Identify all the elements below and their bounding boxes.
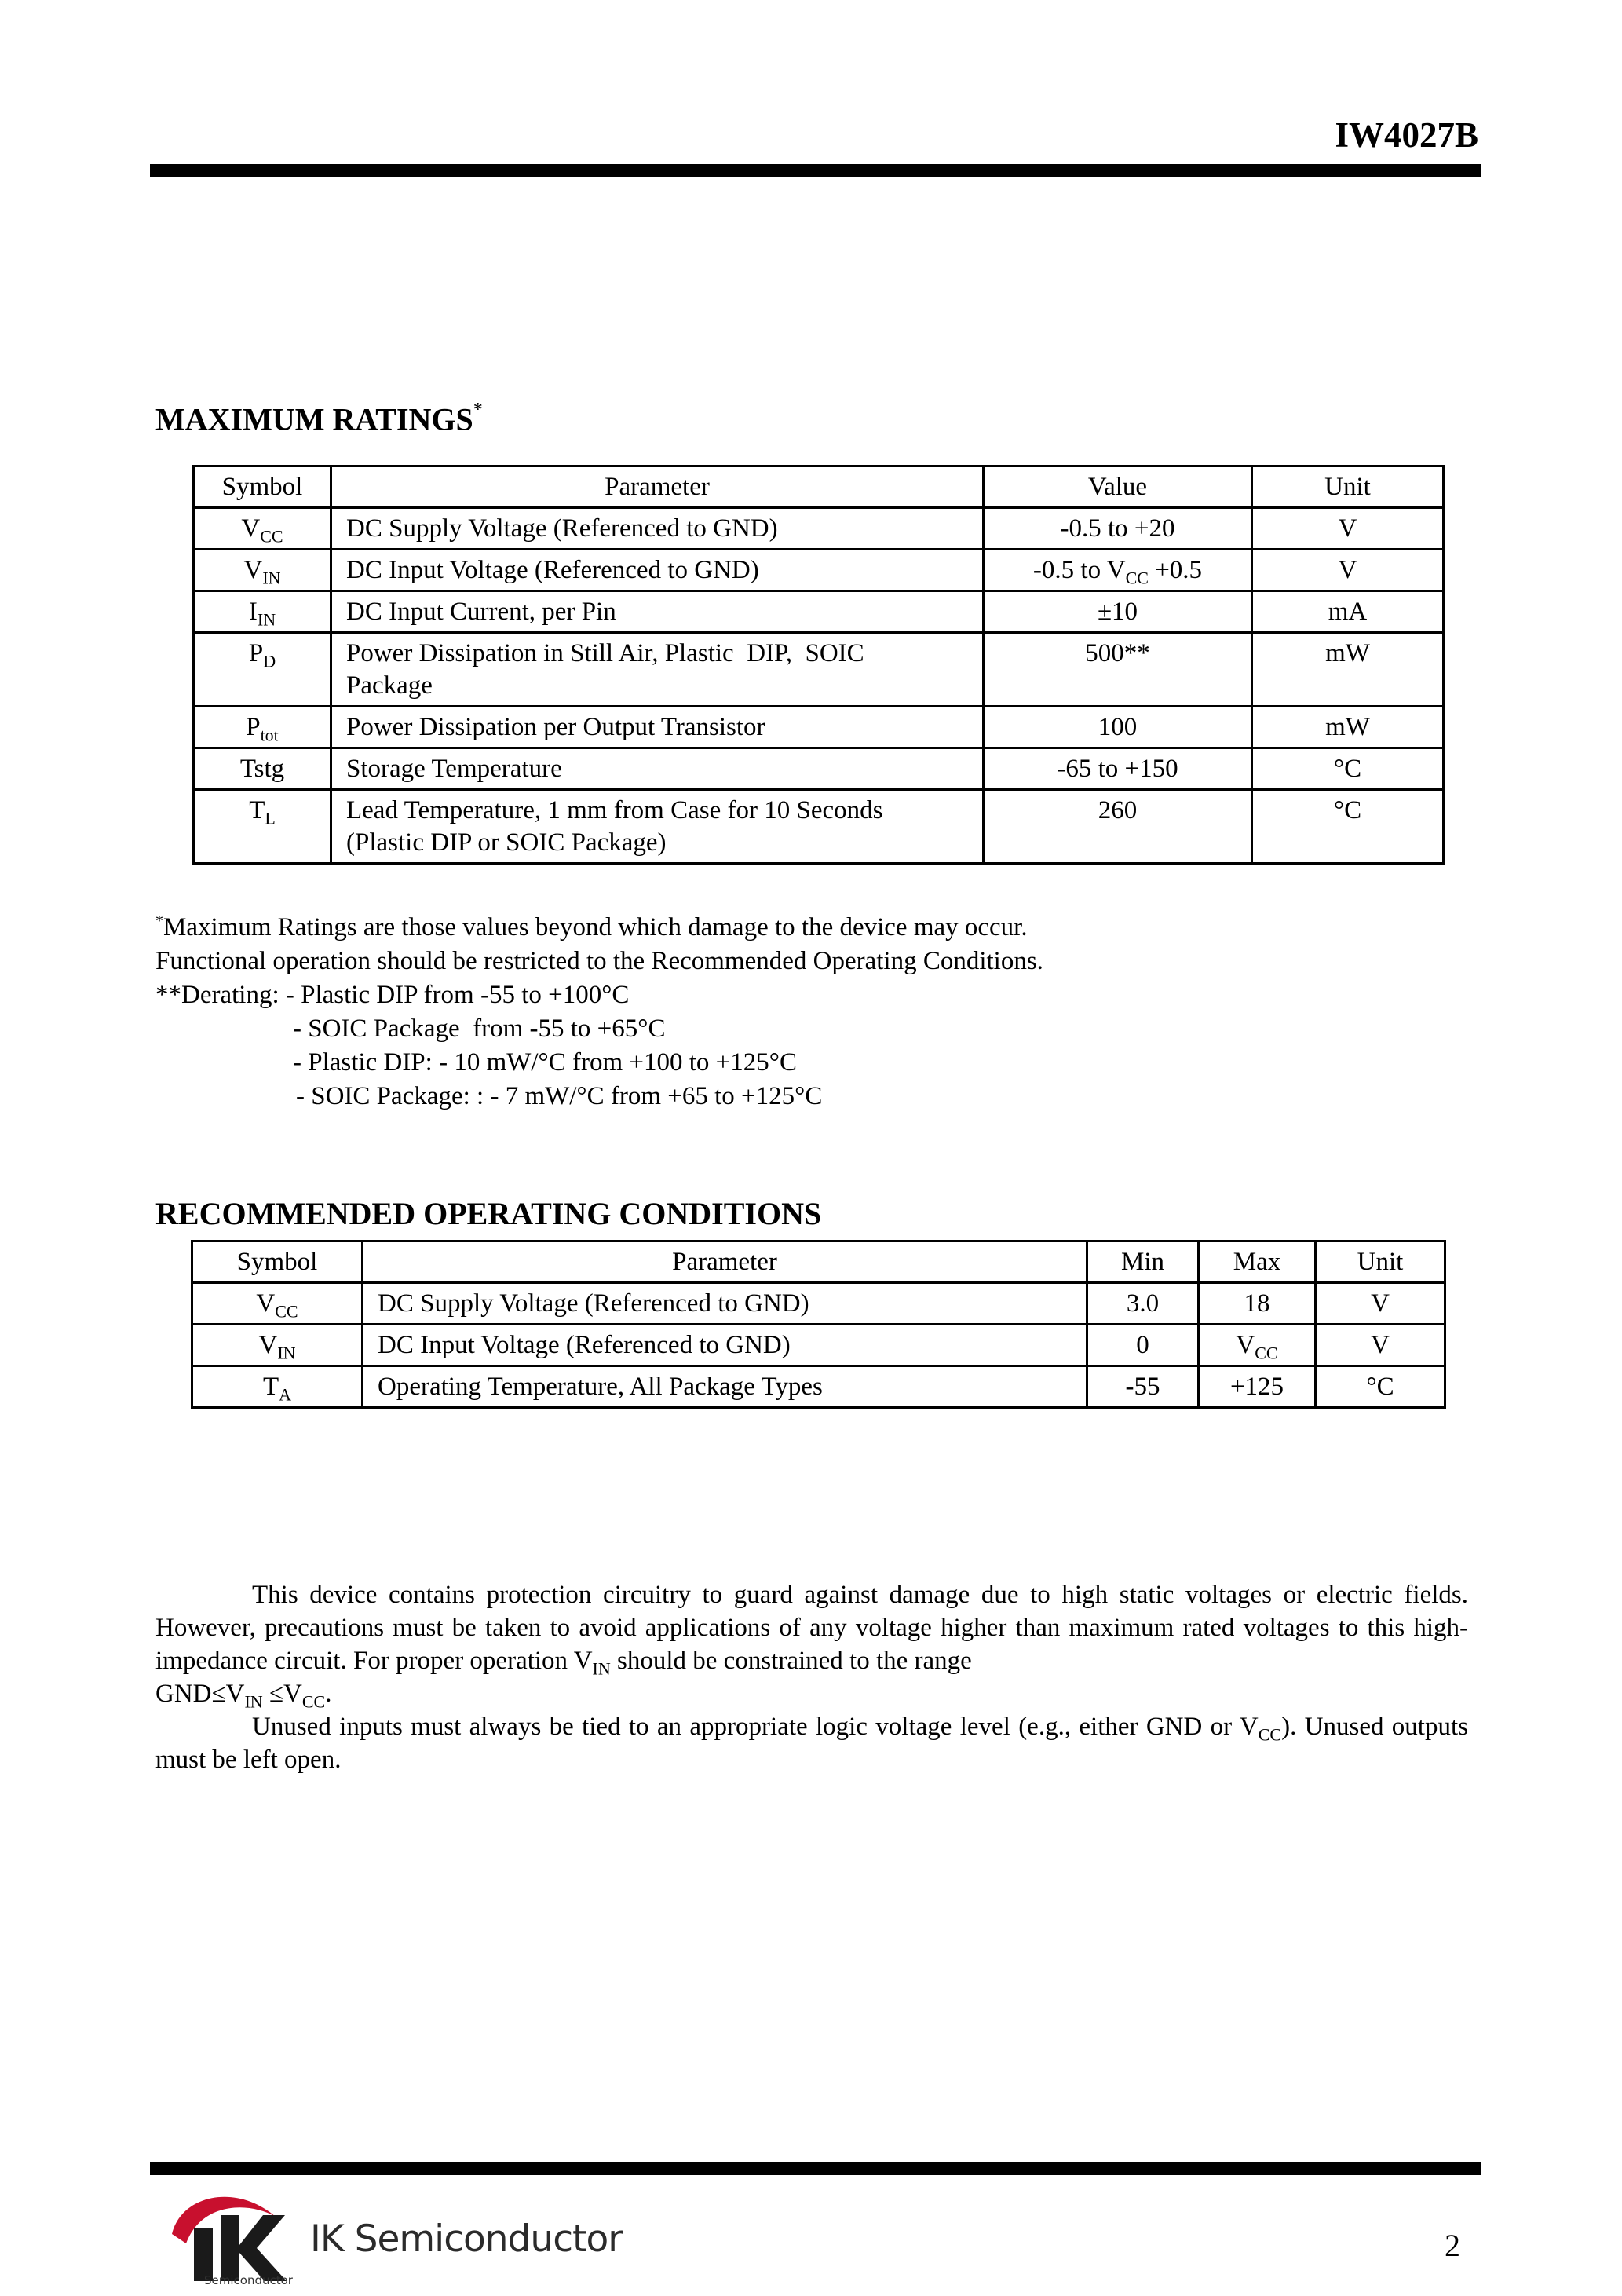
max-cell: +125 — [1199, 1366, 1316, 1408]
parameter-cell: Operating Temperature, All Package Types — [363, 1366, 1087, 1408]
value-cell: -0.5 to $V_{CC} +0.5$ — [984, 550, 1252, 591]
unit-cell: °C — [1252, 790, 1444, 864]
parameter-cell: Power Dissipation in Still Air, Plastic DIP, SOIC Package — [331, 633, 984, 707]
parameter-cell: DC Supply Voltage (Referenced to GND) — [363, 1283, 1087, 1325]
logo-subtext: Semiconductor — [204, 2273, 293, 2287]
unit-cell: °C — [1252, 748, 1444, 790]
value-cell: -0.5 to +20 — [984, 508, 1252, 550]
rec-conditions-table — [191, 1240, 1446, 1409]
column-header: Symbol — [194, 466, 331, 508]
symbol-cell: $T_L$ — [194, 790, 331, 864]
min-cell: 0 — [1087, 1325, 1199, 1366]
unit-cell: mW — [1252, 633, 1444, 707]
symbol-cell: $V_{CC}$ — [192, 1283, 363, 1325]
column-header: Parameter — [363, 1241, 1087, 1283]
column-header: Unit — [1316, 1241, 1445, 1283]
column-header: Unit — [1252, 466, 1444, 508]
table-row — [192, 1283, 1445, 1325]
value-cell: -65 to +150 — [984, 748, 1252, 790]
title-footnote-mark: * — [473, 400, 483, 420]
table-row — [192, 1325, 1445, 1366]
max-cell: 18 — [1199, 1283, 1316, 1325]
note-line: - SOIC Package: : - 7 mW/°C from +65 to +125°C — [296, 1082, 823, 1110]
column-header: Value — [984, 466, 1252, 508]
unit-cell: mA — [1252, 591, 1444, 633]
parameter-cell: DC Input Voltage (Referenced to GND) — [331, 550, 984, 591]
symbol-cell: $T_A$ — [192, 1366, 363, 1408]
max-ratings-title: MAXIMUM RATINGS* — [155, 400, 483, 437]
table-header-row — [194, 466, 1444, 508]
unit-cell: V — [1316, 1283, 1445, 1325]
note-line: **Derating: - Plastic DIP from -55 to +100°C — [155, 981, 630, 1009]
value-cell: 100 — [984, 707, 1252, 748]
symbol-cell: $I_{IN}$ — [194, 591, 331, 633]
max-ratings-table — [192, 465, 1445, 865]
column-header: Max — [1199, 1241, 1316, 1283]
parameter-cell: Power Dissipation per Output Transistor — [331, 707, 984, 748]
header-rule — [150, 164, 1481, 177]
min-cell: -55 — [1087, 1366, 1199, 1408]
table-row — [194, 748, 1444, 790]
part-number: IW4027B — [1335, 115, 1478, 155]
note-line: - SOIC Package from -55 to +65°C — [293, 1015, 666, 1043]
value-cell: 260 — [984, 790, 1252, 864]
table-row — [194, 633, 1444, 707]
column-header: Min — [1087, 1241, 1199, 1283]
parameter-cell: Storage Temperature — [331, 748, 984, 790]
symbol-cell: $V_{IN}$ — [192, 1325, 363, 1366]
symbol-cell: $V_{IN}$ — [194, 550, 331, 591]
parameter-cell: Lead Temperature, 1 mm from Case for 10 Seconds (Plastic DIP or SOIC Package) — [331, 790, 984, 864]
symbol-cell: $P_{tot}$ — [194, 707, 331, 748]
table-row — [194, 790, 1444, 864]
column-header: Parameter — [331, 466, 984, 508]
company-name: IK Semiconductor — [310, 2217, 623, 2261]
parameter-cell: DC Input Voltage (Referenced to GND) — [363, 1325, 1087, 1366]
unit-cell: V — [1252, 550, 1444, 591]
value-cell: ±10 — [984, 591, 1252, 633]
note-line: Functional operation should be restricted to the Recommended Operating Conditions. — [155, 947, 1043, 975]
unit-cell: °C — [1316, 1366, 1445, 1408]
logo-letter-k — [221, 2215, 287, 2281]
parameter-cell: DC Supply Voltage (Referenced to GND) — [331, 508, 984, 550]
column-header: Symbol — [192, 1241, 363, 1283]
note-line: *Maximum Ratings are those values beyond which damage to the device may occur. — [155, 912, 1028, 941]
note-line: - Plastic DIP: - 10 mW/°C from +100 to +125°C — [293, 1048, 798, 1077]
table-row — [194, 707, 1444, 748]
esd-paragraph: This device contains protection circuitry to guard against damage due to high static voltages or electric fields. However, precautions must be taken to avoid applications of any voltage higher than maximum rated voltages to this high-impedance circuit. For proper operation $V_{IN}$ should be constrained to the range $GND\le V_{IN} \le V_{CC}$. — [155, 1581, 1468, 1712]
symbol-cell: $V_{CC}$ — [194, 508, 331, 550]
page-number: 2 — [1445, 2228, 1460, 2263]
unused-inputs-paragraph: Unused inputs must always be tied to an appropriate logic voltage level (e.g., either GND or $V_{CC}$). Unused outputs must be left open. — [155, 1713, 1468, 1774]
min-cell: 3.0 — [1087, 1283, 1199, 1325]
footer-rule — [150, 2162, 1481, 2175]
table-row — [194, 550, 1444, 591]
parameter-cell: DC Input Current, per Pin — [331, 591, 984, 633]
unit-cell: V — [1316, 1325, 1445, 1366]
table-row — [192, 1366, 1445, 1408]
max-cell: $V_{CC}$ — [1199, 1325, 1316, 1366]
table-row — [194, 591, 1444, 633]
table-row — [194, 508, 1444, 550]
symbol-cell: Tstg — [194, 748, 331, 790]
table-header-row — [192, 1241, 1445, 1283]
symbol-cell: $P_D$ — [194, 633, 331, 707]
ratings-notes — [155, 911, 1043, 1113]
value-cell: 500** — [984, 633, 1252, 707]
rec-conditions-title: RECOMMENDED OPERATING CONDITIONS — [155, 1196, 822, 1231]
unit-cell: mW — [1252, 707, 1444, 748]
unit-cell: V — [1252, 508, 1444, 550]
